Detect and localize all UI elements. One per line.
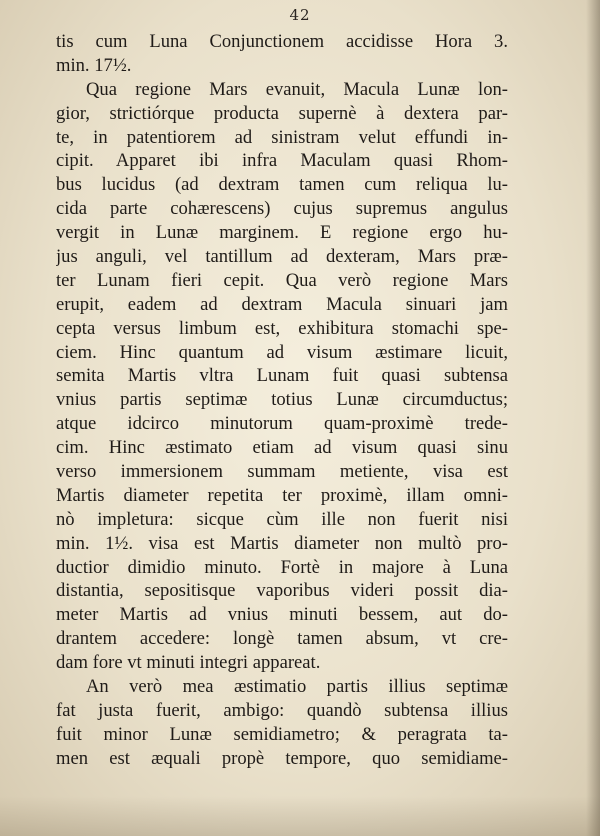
text-line: vnius partis septimæ totius Lunæ circumductus; bbox=[56, 389, 508, 411]
text-line: cida parte cohærescens) cujus supremus angulus bbox=[56, 198, 508, 220]
text-line: drantem accedere: longè tamen absum, vt cre- bbox=[56, 628, 508, 650]
text-line: verso immersionem summam metiente, visa est bbox=[56, 461, 508, 483]
text-line: An verò mea æstimatio partis illius septimæ bbox=[86, 676, 508, 698]
text-line: tis cum Luna Conjunctionem accidisse Hora 3. bbox=[56, 31, 508, 52]
page-edge-shadow bbox=[586, 0, 600, 836]
text-line: min. 17½. bbox=[56, 54, 132, 76]
text-line: cipit. Apparet ibi infra Maculam quasi Rhom- bbox=[56, 150, 508, 172]
text-line: fat justa fuerit, ambigo: quandò subtensa illius bbox=[56, 699, 508, 721]
text-line: distantia, sepositisque vaporibus videri possit dia- bbox=[56, 580, 508, 602]
text-line: gior, strictiórque producta supernè à dextera par- bbox=[56, 102, 508, 124]
text-line: fuit minor Lunæ semidiametro; & peragrata ta- bbox=[56, 723, 508, 745]
text-line: erupit, eadem ad dextram Macula sinuari jam bbox=[56, 293, 508, 315]
text-line: cepta versus limbum est, exhibitura stomachi spe- bbox=[56, 317, 508, 339]
text-line: dam fore vt minuti integri appareat. bbox=[56, 652, 321, 674]
text-line: vergit in Lunæ marginem. E regione ergo hu- bbox=[56, 222, 508, 244]
text-line: men est æquali propè tempore, quo semidiame- bbox=[56, 747, 508, 769]
text-line: min. 1½. visa est Martis diameter non multò pro- bbox=[56, 532, 508, 554]
text-line: semita Martis vltra Lunam fuit quasi subtensa bbox=[56, 365, 508, 387]
text-line: meter Martis ad vnius minuti bessem, aut do- bbox=[56, 604, 508, 626]
page-number: 42 bbox=[289, 6, 311, 24]
text-line: ciem. Hinc quantum ad visum æstimare licuit, bbox=[56, 341, 508, 363]
text-line: ductior dimidio minuto. Fortè in majore à Luna bbox=[56, 556, 508, 578]
text-line: Qua regione Mars evanuit, Macula Lunæ lon- bbox=[86, 78, 508, 100]
text-line: te, in patentiorem ad sinistram velut effundi in- bbox=[56, 126, 508, 148]
text-line: Martis diameter repetita ter proximè, illam omni- bbox=[56, 484, 508, 506]
text-line: jus anguli, vel tantillum ad dexteram, Mars præ- bbox=[56, 246, 508, 268]
text-line: cim. Hinc æstimato etiam ad visum quasi sinu bbox=[56, 437, 508, 459]
page-bottom-shadow bbox=[0, 796, 600, 836]
text-line: bus lucidus (ad dextram tamen cum reliqua lu- bbox=[56, 174, 508, 196]
text-line: ter Lunam fieri cepit. Qua verò regione Mars bbox=[56, 269, 508, 291]
text-line: nò impletura: sicque cùm ille non fuerit nisi bbox=[56, 508, 508, 530]
text-line: atque idcirco minutorum quam-proximè trede- bbox=[56, 413, 508, 435]
body-text bbox=[56, 30, 508, 771]
